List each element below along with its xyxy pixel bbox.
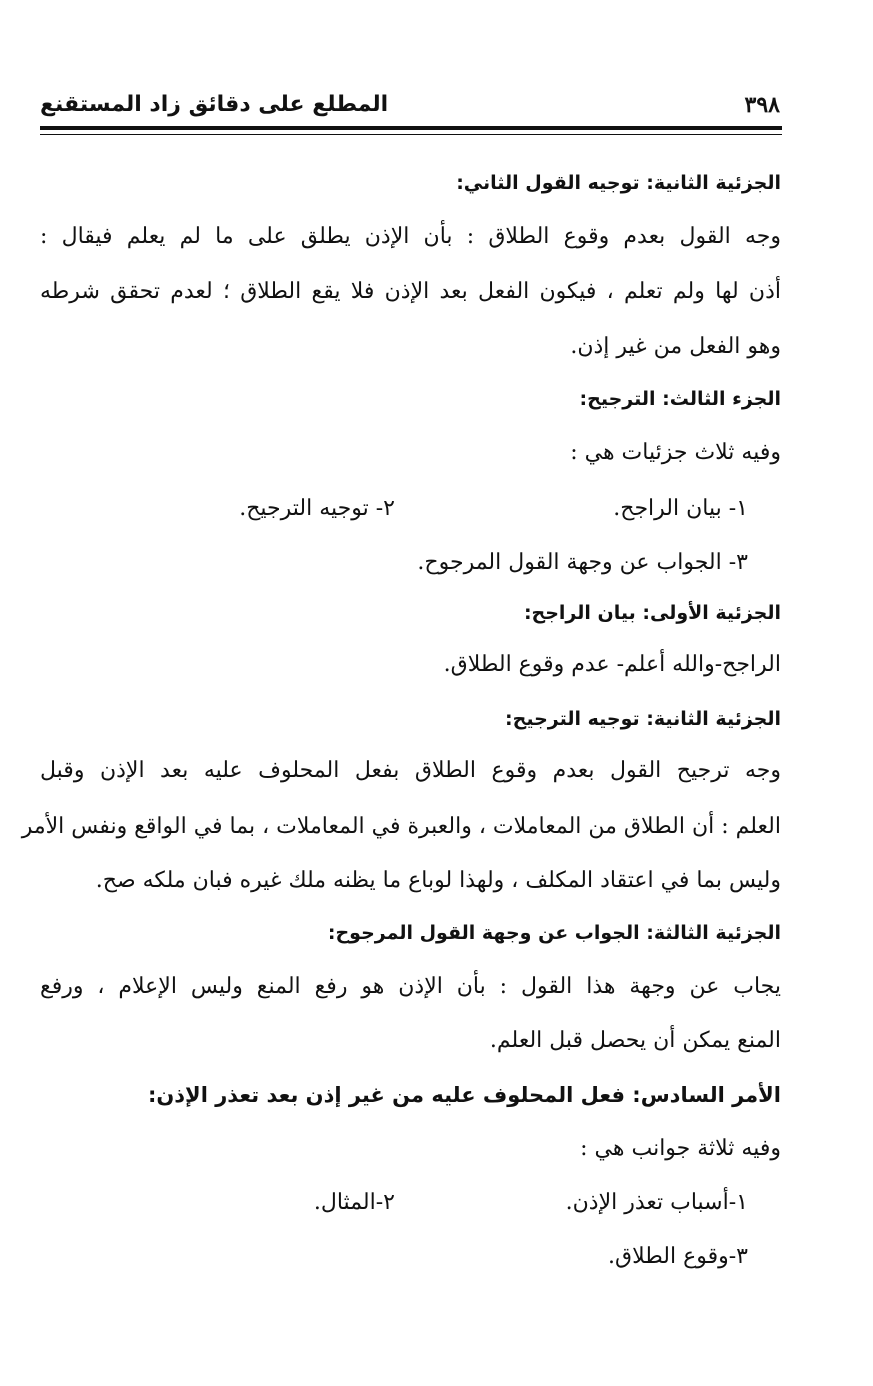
paragraph-line: وهو الفعل من غير إذن. [570, 334, 781, 359]
list-item: ١-أسباب تعذر الإذن. [565, 1190, 748, 1215]
list-item: ٢-المثال. [313, 1190, 395, 1215]
paragraph-line: وجه ترجيح القول بعدم وقوع الطلاق بفعل المحلوف عليه بعد الإذن وقبل [40, 758, 781, 783]
running-header [40, 92, 780, 128]
list-item: ٣-وقوع الطلاق. [608, 1244, 748, 1269]
paragraph-line: وفيه ثلاثة جوانب هي : [580, 1136, 781, 1161]
list-item: ٣- الجواب عن وجهة القول المرجوح. [417, 550, 748, 575]
header-rule-thick [40, 126, 782, 130]
paragraph-line: أذن لها ولم تعلم ، فيكون الفعل بعد الإذن فلا يقع الطلاق ؛ لعدم تحقق شرطه [40, 279, 781, 304]
paragraph-line: وجه القول بعدم وقوع الطلاق : بأن الإذن يطلق على ما لم يعلم فيقال : [40, 224, 781, 249]
paragraph-line: يجاب عن وجهة هذا القول : بأن الإذن هو رفع المنع وليس الإعلام ، ورفع [40, 974, 781, 999]
heading-third-part-preference: الجزء الثالث: الترجيح: [579, 388, 781, 410]
paragraph-line: وليس بما في اعتقاد المكلف ، ولهذا لوباع ما يظنه ملك غيره فبان ملكه صح. [95, 868, 781, 893]
page-number: ٣٩٨ [744, 92, 780, 118]
header-rule-thin [40, 134, 782, 135]
paragraph-line: المنع يمكن أن يحصل قبل العلم. [489, 1028, 781, 1053]
heading-second-part-justification: الجزئية الثانية: توجيه القول الثاني: [456, 172, 781, 194]
paragraph-line: وفيه ثلاث جزئيات هي : [570, 440, 781, 465]
heading-first-subpart: الجزئية الأولى: بيان الراجح: [523, 602, 781, 624]
book-title: المطلع على دقائق زاد المستقنع [40, 92, 389, 117]
heading-third-subpart: الجزئية الثالثة: الجواب عن وجهة القول المرجوح: [327, 922, 781, 944]
paragraph-line: العلم : أن الطلاق من المعاملات ، والعبرة في المعاملات ، بما في الواقع ونفس الأمر [21, 814, 781, 839]
list-item: ٢- توجيه الترجيح. [239, 496, 395, 521]
list-item: ١- بيان الراجح. [613, 496, 748, 521]
heading-sixth-matter: الأمر السادس: فعل المحلوف عليه من غير إذن بعد تعذر الإذن: [147, 1083, 781, 1107]
paragraph-line: الراجح-والله أعلم- عدم وقوع الطلاق. [443, 652, 781, 677]
heading-second-subpart: الجزئية الثانية: توجيه الترجيح: [505, 708, 781, 730]
